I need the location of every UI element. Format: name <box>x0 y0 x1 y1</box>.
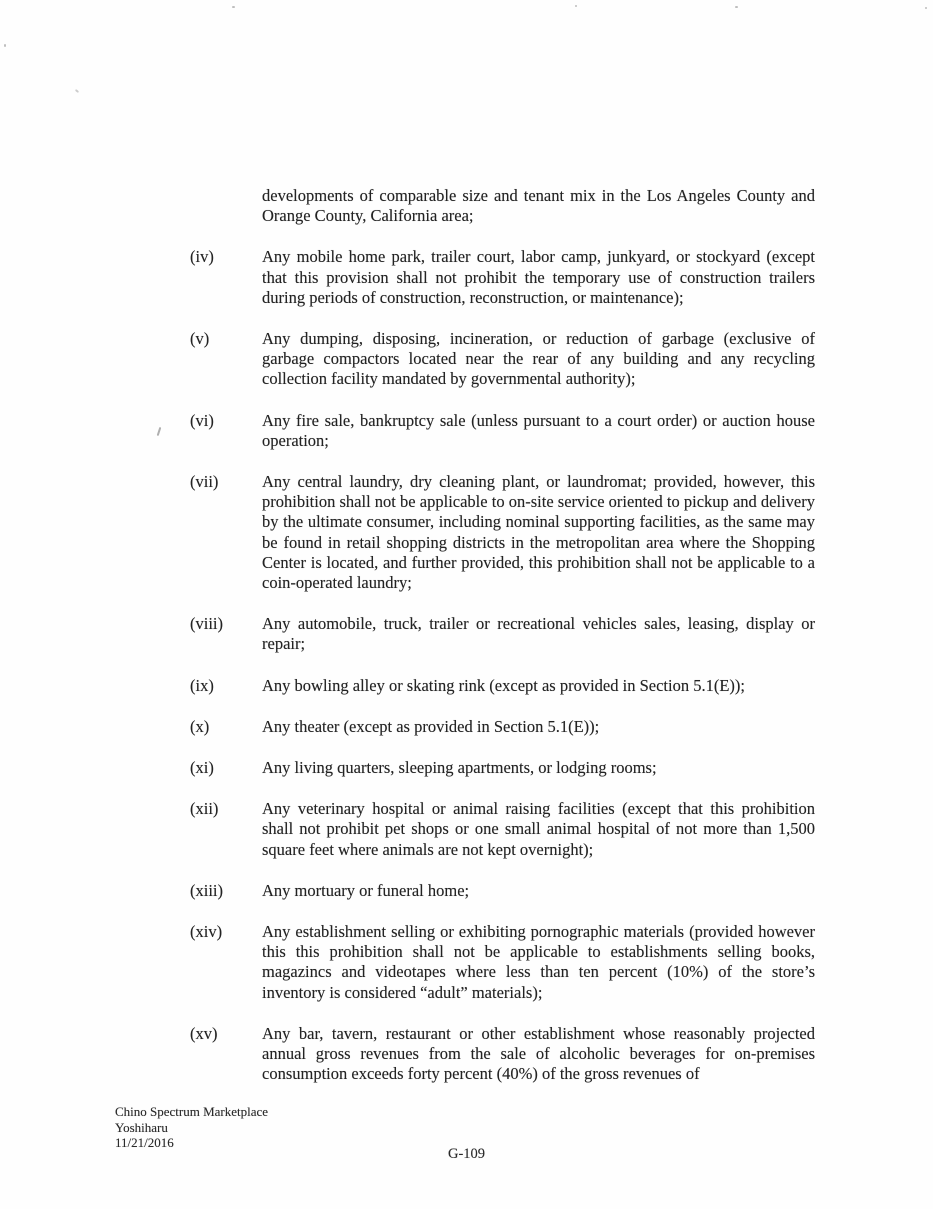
clause-xi <box>190 758 815 778</box>
clause-number: (xi) <box>190 758 214 778</box>
clause-text: Any establishment selling or exhibiting pornographic materials (provided however this this prohibition shall not be applicable to establishments selling books, magazincs and videotapes where less than ten percent (10%) of the store’s inventory is considered “adult” materials); <box>262 922 815 1002</box>
stray-pen-mark <box>157 427 162 436</box>
clause-xiv <box>190 922 815 1003</box>
footer-project-name: Chino Spectrum Marketplace <box>115 1104 269 1119</box>
clause-number: (x) <box>190 716 210 736</box>
clause-text: Any automobile, truck, trailer or recreational vehicles sales, leasing, display or repair; <box>262 614 815 654</box>
clause-ix <box>190 676 815 696</box>
footer-party-name: Yoshiharu <box>115 1119 168 1135</box>
clause-number: (v) <box>190 329 210 349</box>
clause-number: (xiii) <box>190 880 223 900</box>
scan-speck <box>232 6 235 8</box>
clause-viii <box>190 614 815 654</box>
clause-text: Any bowling alley or skating rink (except as provided in Section 5.1(E)); <box>262 675 745 695</box>
clause-vii <box>190 472 815 593</box>
clause-iv <box>190 247 815 308</box>
clause-xiii <box>190 881 815 901</box>
document-footer <box>115 1104 268 1151</box>
clause-text: Any mobile home park, trailer court, labor camp, junkyard, or stockyard (except that this provision shall not prohibit the temporary use of construction trailers during periods of construction, reconstruction, or maintenance); <box>262 247 815 307</box>
clause-text: Any theater (except as provided in Section 5.1(E)); <box>262 716 600 736</box>
clause-number: (vii) <box>190 472 219 492</box>
clause-number: (xv) <box>190 1023 218 1043</box>
clause-v <box>190 329 815 390</box>
continuation-paragraph: developments of comparable size and tenant mix in the Los Angeles County and Orange County, California area; <box>262 186 815 226</box>
scan-speck <box>735 6 738 8</box>
scan-speck <box>4 44 6 47</box>
scan-speck <box>75 89 79 93</box>
clause-text: Any dumping, disposing, incineration, or reduction of garbage (exclusive of garbage compactors located near the rear of any building and any recycling collection facility mandated by governmental authority); <box>262 329 815 389</box>
clause-number: (ix) <box>190 675 214 695</box>
clause-vi <box>190 411 815 451</box>
clause-text: Any living quarters, sleeping apartments, or lodging rooms; <box>262 758 657 778</box>
clause-number: (xii) <box>190 799 219 819</box>
clause-text: Any veterinary hospital or animal raising facilities (except that this prohibition shall not prohibit pet shops or one small animal hospital of not more than 1,500 square feet where animals are not kept overnight); <box>262 799 815 859</box>
document-body <box>190 186 815 1085</box>
clause-number: (vi) <box>190 410 214 430</box>
clause-number: (xiv) <box>190 922 223 942</box>
clause-x <box>190 717 815 737</box>
clause-text: Any bar, tavern, restaurant or other establishment whose reasonably projected annual gross revenues from the sale of alcoholic beverages for on-premises consumption exceeds forty percent (40%) of the gross revenues of <box>262 1023 815 1084</box>
footer-date: 11/21/2016 <box>115 1135 174 1150</box>
clause-text: Any central laundry, dry cleaning plant, or laundromat; provided, however, this prohibition shall not be applicable to on-site service oriented to pickup and delivery by the ultimate consumer, including nominal supporting facilities, as the same may be found in retail shopping districts in the metropolitan area where the Shopping Center is located, and further provided, this prohibition shall not be applicable to a coin-operated laundry; <box>262 472 815 593</box>
clause-text: Any fire sale, bankruptcy sale (unless pursuant to a court order) or auction house operation; <box>262 410 815 450</box>
page-number: G-109 <box>447 1146 486 1162</box>
clause-text: Any mortuary or funeral home; <box>262 880 470 900</box>
clause-number: (viii) <box>190 614 223 634</box>
scan-speck <box>575 5 577 7</box>
clause-xv <box>190 1024 815 1085</box>
clause-number: (iv) <box>190 247 214 267</box>
clause-xii <box>190 799 815 860</box>
scan-speck <box>925 7 927 9</box>
